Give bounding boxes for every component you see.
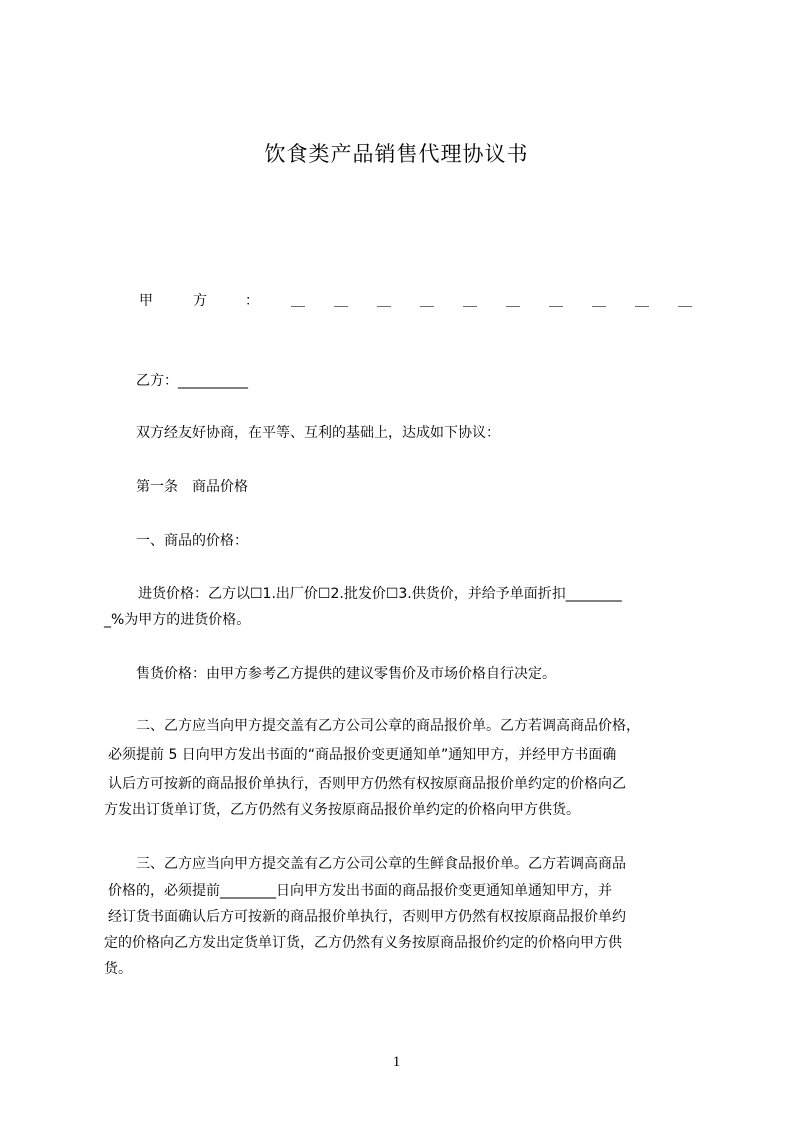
section-3-line: 价格的，必须提前________日向甲方发出书面的商品报价变更通知单通知甲方，并 xyxy=(108,883,612,899)
section-3-line: 货。 xyxy=(104,961,132,977)
party-a-label-char2: 方 xyxy=(193,293,207,309)
section-3-line: 定的价格向乙方发出定货单订货，乙方仍然有义务按原商品报价约定的价格向甲方供 xyxy=(104,935,622,951)
page-number: 1 xyxy=(392,1054,401,1070)
section-2-line: 方发出订货单订货，乙方仍然有义务按原商品报价单约定的价格向甲方供货。 xyxy=(104,802,580,818)
party-a-colon: ： xyxy=(245,293,259,309)
section-2-line: 认后方可按新的商品报价单执行，否则甲方仍然有权按原商品报价单约定的价格向乙 xyxy=(108,776,626,792)
article-1-heading: 第一条 商品价格 xyxy=(136,479,248,495)
sale-price-paragraph: 售货价格：由甲方参考乙方提供的建议零售价及市场价格自行决定。 xyxy=(136,666,556,682)
party-b-line: 乙方：__________ xyxy=(136,373,248,389)
section-2-line: 必须提前 5 日向甲方发出书面的“商品报价变更通知单”通知甲方，并经甲方书面确 xyxy=(108,747,617,763)
section-1-heading: 一、商品的价格： xyxy=(136,533,248,549)
section-3-line: 经订货书面确认后方可按新的商品报价单执行，否则甲方仍然有权按原商品报价单约 xyxy=(108,909,626,925)
document-title: 饮食类产品销售代理协议书 xyxy=(264,142,529,166)
purchase-price-line-2: _%为甲方的进货价格。 xyxy=(104,612,251,628)
purchase-price-line-1: 进货价格：乙方以☐1.出厂价☐2.批发价☐3.供货价，并给予单面折扣________ xyxy=(138,586,622,602)
section-3-line: 三、乙方应当向甲方提交盖有乙方公司公章的生鲜食品报价单。乙方若调高商品 xyxy=(136,856,626,872)
intro-paragraph: 双方经友好协商，在平等、互利的基础上，达成如下协议： xyxy=(136,425,500,441)
section-2-line: 二、乙方应当向甲方提交盖有乙方公司公章的商品报价单。乙方若调高商品价格， xyxy=(136,718,640,734)
party-a-blank: ＿＿＿＿＿＿＿＿＿＿ xyxy=(291,293,721,309)
party-a-label-char1: 甲 xyxy=(139,293,153,309)
